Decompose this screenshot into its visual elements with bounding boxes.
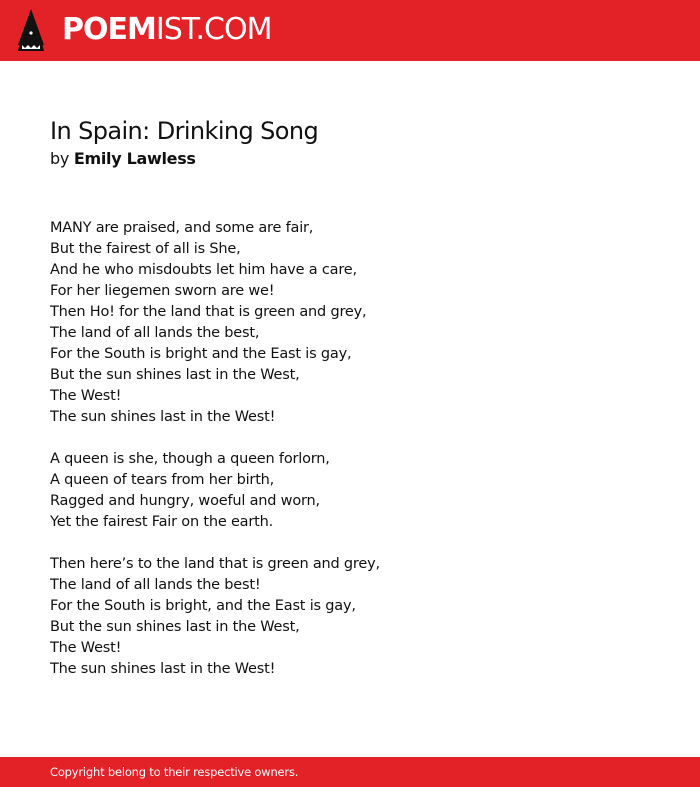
poem-body [50, 218, 670, 701]
poem-line: The sun shines last in the West! [50, 409, 276, 425]
poem-author: Emily Lawless [73, 149, 196, 168]
poem-line: Then here’s to the land that is green and grey, [50, 556, 380, 572]
poem-title: In Spain: Drinking Song [50, 117, 319, 145]
by-label: by [50, 149, 70, 168]
poem-line: For the South is bright and the East is gay, [50, 346, 352, 362]
poem-line: The sun shines last in the West! [50, 661, 276, 677]
poem-line: The land of all lands the best, [50, 325, 260, 341]
poem-line: But the fairest of all is She, [50, 241, 241, 257]
poem-line: A queen is she, though a queen forlorn, [50, 451, 330, 467]
poem-stanza [50, 554, 670, 680]
poem-line: Ragged and hungry, woeful and worn, [50, 493, 320, 509]
poem-line: And he who misdoubts let him have a care, [50, 262, 357, 278]
poem-line: Then Ho! for the land that is green and grey, [50, 304, 367, 320]
poem-line: But the sun shines last in the West, [50, 367, 300, 383]
poem-line: A queen of tears from her birth, [50, 472, 275, 488]
poem-byline [50, 148, 196, 170]
poem-line: The West! [50, 640, 122, 656]
site-header [0, 0, 700, 61]
poem-line: The West! [50, 388, 122, 404]
poem-line: The land of all lands the best! [50, 577, 261, 593]
poem-line: MANY are praised, and some are fair, [50, 220, 314, 236]
site-logo-link[interactable] [62, 13, 271, 47]
copyright-notice: Copyright belong to their respective owners. [50, 765, 299, 779]
logo-bold-text: POEM [62, 12, 156, 47]
poem-line: But the sun shines last in the West, [50, 619, 300, 635]
poem-line: For the South is bright, and the East is gay, [50, 598, 356, 614]
poem-stanza [50, 449, 670, 533]
poem-line: For her liegemen sworn are we! [50, 283, 275, 299]
poem-stanza [50, 218, 670, 428]
site-footer [0, 757, 700, 787]
pen-nib-icon [18, 9, 44, 51]
logo-light-text: IST.COM [155, 12, 272, 47]
poem-line: Yet the fairest Fair on the earth. [50, 514, 274, 530]
